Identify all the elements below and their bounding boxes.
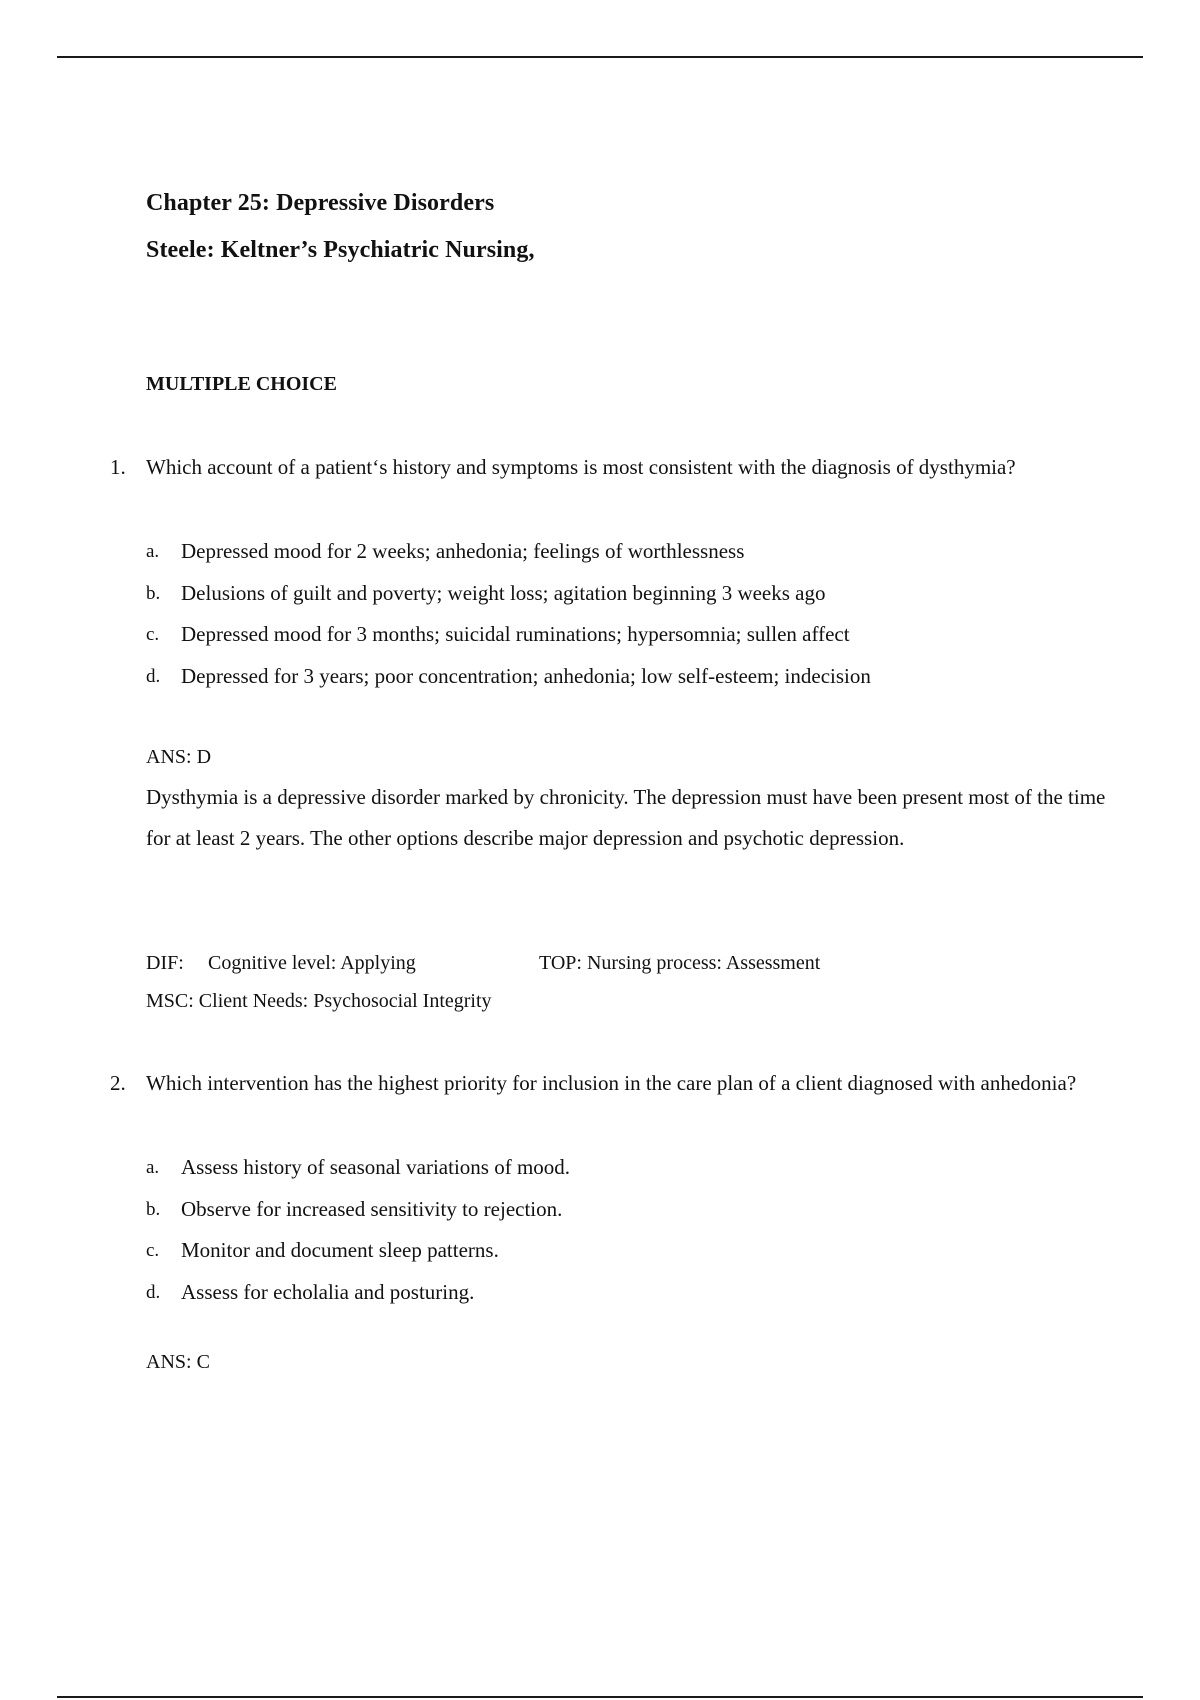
option-letter: b. (146, 583, 161, 604)
msc: MSC: Client Needs: Psychosocial Integrity (146, 990, 492, 1012)
option-text: Delusions of guilt and poverty; weight loss; agitation beginning 3 weeks ago (181, 581, 826, 605)
option-text: Depressed for 3 years; poor concentration; anhedonia; low self-esteem; indecision (181, 664, 871, 688)
option-letter: a. (146, 1157, 160, 1178)
option-letter: d. (146, 666, 161, 687)
option-letter: c. (146, 624, 160, 645)
book-title: Steele: Keltner’s Psychiatric Nursing, (146, 237, 535, 263)
option-text: Assess history of seasonal variations of mood. (181, 1155, 571, 1179)
option-text: Depressed mood for 3 months; suicidal ruminations; hypersomnia; sullen affect (181, 622, 850, 646)
option-letter: a. (146, 541, 160, 562)
answer: ANS: D (146, 746, 212, 768)
chapter-title: Chapter 25: Depressive Disorders (146, 190, 495, 216)
dif-label: DIF: (146, 952, 184, 974)
option-text: Observe for increased sensitivity to rejection. (181, 1197, 563, 1221)
answer: ANS: C (146, 1351, 210, 1373)
question-stem: Which intervention has the highest priority for inclusion in the care plan of a client diagnosed with anhedonia? (146, 1071, 1077, 1095)
bottom-rule (57, 1696, 1143, 1698)
topic: TOP: Nursing process: Assessment (539, 952, 821, 974)
option-letter: d. (146, 1282, 161, 1303)
question-number: 1. (110, 455, 126, 479)
section-heading: MULTIPLE CHOICE (146, 373, 337, 395)
question-number: 2. (110, 1071, 126, 1095)
dif-value: Cognitive level: Applying (208, 952, 416, 974)
top-rule (57, 56, 1143, 58)
option-letter: c. (146, 1240, 160, 1261)
rationale: Dysthymia is a depressive disorder marked by chronicity. The depression must have been present most of the time for at least 2 years. The other options describe major depression and psychotic depression. (146, 785, 1106, 850)
option-text: Monitor and document sleep patterns. (181, 1238, 499, 1262)
option-text: Assess for echolalia and posturing. (181, 1280, 475, 1304)
option-text: Depressed mood for 2 weeks; anhedonia; feelings of worthlessness (181, 539, 745, 563)
option-letter: b. (146, 1199, 161, 1220)
question-stem: Which account of a patient‘s history and symptoms is most consistent with the diagnosis of dysthymia? (146, 455, 1016, 479)
